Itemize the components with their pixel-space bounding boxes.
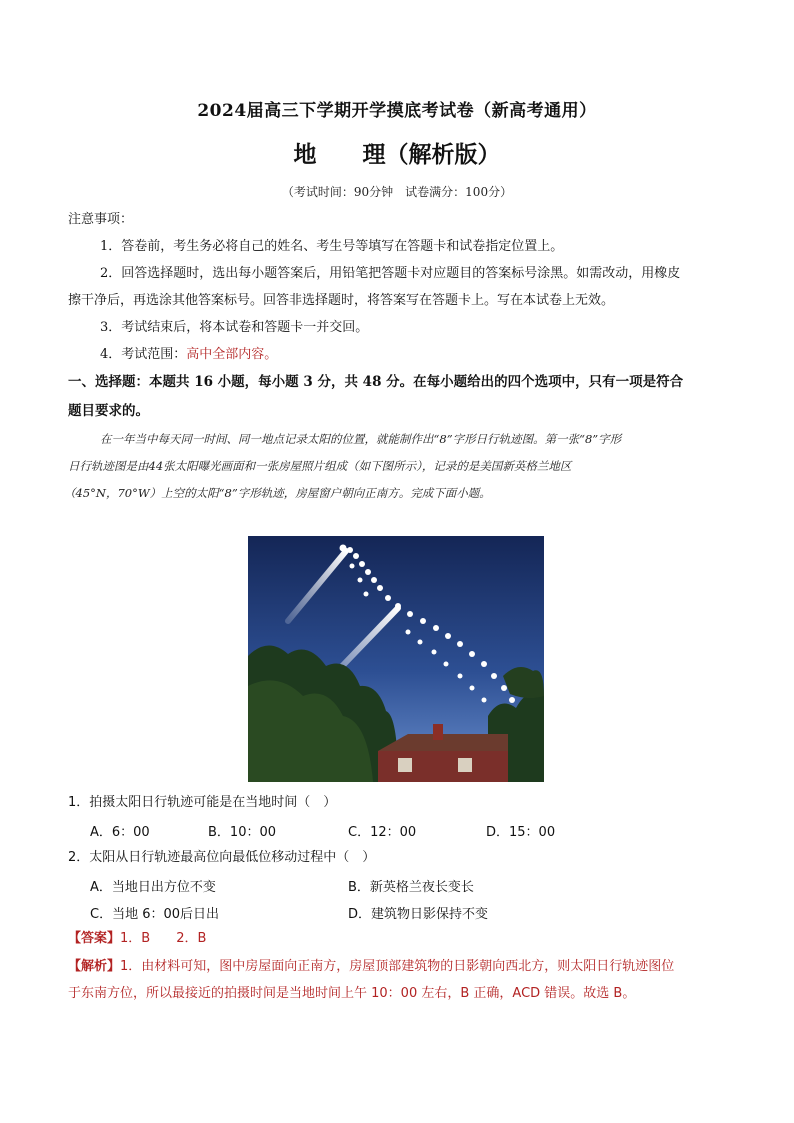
note-item-3: 3．考试结束后，将本试卷和答题卡一并交回。 xyxy=(100,320,369,335)
exam-scope: 高中全部内容。 xyxy=(186,347,278,362)
analysis-line-1 xyxy=(68,958,674,976)
analysis-line-2: 于东南方位，所以最接近的拍摄时间是当地时间上午 10：00 左右，B 正确，ACD 错误。故选 B。 xyxy=(68,986,636,1001)
question-1-stem: 1．拍摄太阳日行轨迹可能是在当地时间（ ） xyxy=(68,795,337,810)
question-2-option-d: D．建筑物日影保持不变 xyxy=(348,907,489,922)
note-item-2-line-2: 擦干净后，再选涂其他答案标号。回答非选择题时，将答案写在答题卡上。写在本试卷上无效。 xyxy=(68,293,615,308)
answer-tag: 【答案】 xyxy=(68,931,121,946)
material-line-1: 在一年当中每天同一时间、同一地点记录太阳的位置，就能制作出“8”字形日行轨迹图。第一张“8”字形 xyxy=(100,432,622,446)
subject-title: 地 理（解析版） xyxy=(293,141,501,168)
material-line-3: （45°N，70°W）上空的太阳“8”字形轨迹，房屋窗户朝向正南方。完成下面小题。 xyxy=(64,486,491,500)
note-item-4-prefix: 4．考试范围： xyxy=(100,347,187,362)
section-heading-line-1: 一、选择题：本题共 16 小题，每小题 3 分，共 48 分。在每小题给出的四个选项中，只有一项是符合 xyxy=(68,374,684,390)
answer-line xyxy=(68,930,206,948)
note-item-4 xyxy=(100,346,277,364)
analysis-tag: 【解析】 xyxy=(68,959,121,974)
question-2-option-b: B．新英格兰夜长变长 xyxy=(348,880,474,895)
analysis-text-1: 1．由材料可知，图中房屋面向正南方，房屋顶部建筑物的日影朝向西北方，则太阳日行轨迹图位 xyxy=(120,959,675,974)
notes-heading: 注意事项： xyxy=(68,212,134,227)
exam-title: 2024届高三下学期开学摸底考试卷（新高考通用） xyxy=(197,101,597,121)
question-2-option-a: A．当地日出方位不变 xyxy=(90,880,216,895)
note-item-1: 1．答卷前，考生务必将自己的姓名、考生号等填写在答题卡和试卷指定位置上。 xyxy=(100,239,564,254)
question-1-option-b: B．10：00 xyxy=(208,825,277,840)
question-2-option-c: C．当地 6：00后日出 xyxy=(90,907,220,922)
section-heading-line-2: 题目要求的。 xyxy=(68,403,149,419)
answer-text: 1．B 2．B xyxy=(120,931,207,946)
exam-time-info: （考试时间：90分钟 试卷满分：100分） xyxy=(281,185,513,199)
question-1-option-d: D．15：00 xyxy=(486,825,556,840)
analemma-photo xyxy=(248,536,544,782)
question-2-stem: 2．太阳从日行轨迹最高位向最低位移动过程中（ ） xyxy=(68,850,376,865)
question-1-option-a: A．6：00 xyxy=(90,825,150,840)
note-item-2-line-1: 2．回答选择题时，选出每小题答案后，用铅笔把答题卡对应题目的答案标号涂黑。如需改动，用橡皮 xyxy=(100,266,681,281)
material-line-2: 日行轨迹图是由44张太阳曝光画面和一张房屋照片组成（如下图所示），记录的是美国新英格兰地区 xyxy=(68,459,572,473)
question-1-option-c: C．12：00 xyxy=(348,825,417,840)
